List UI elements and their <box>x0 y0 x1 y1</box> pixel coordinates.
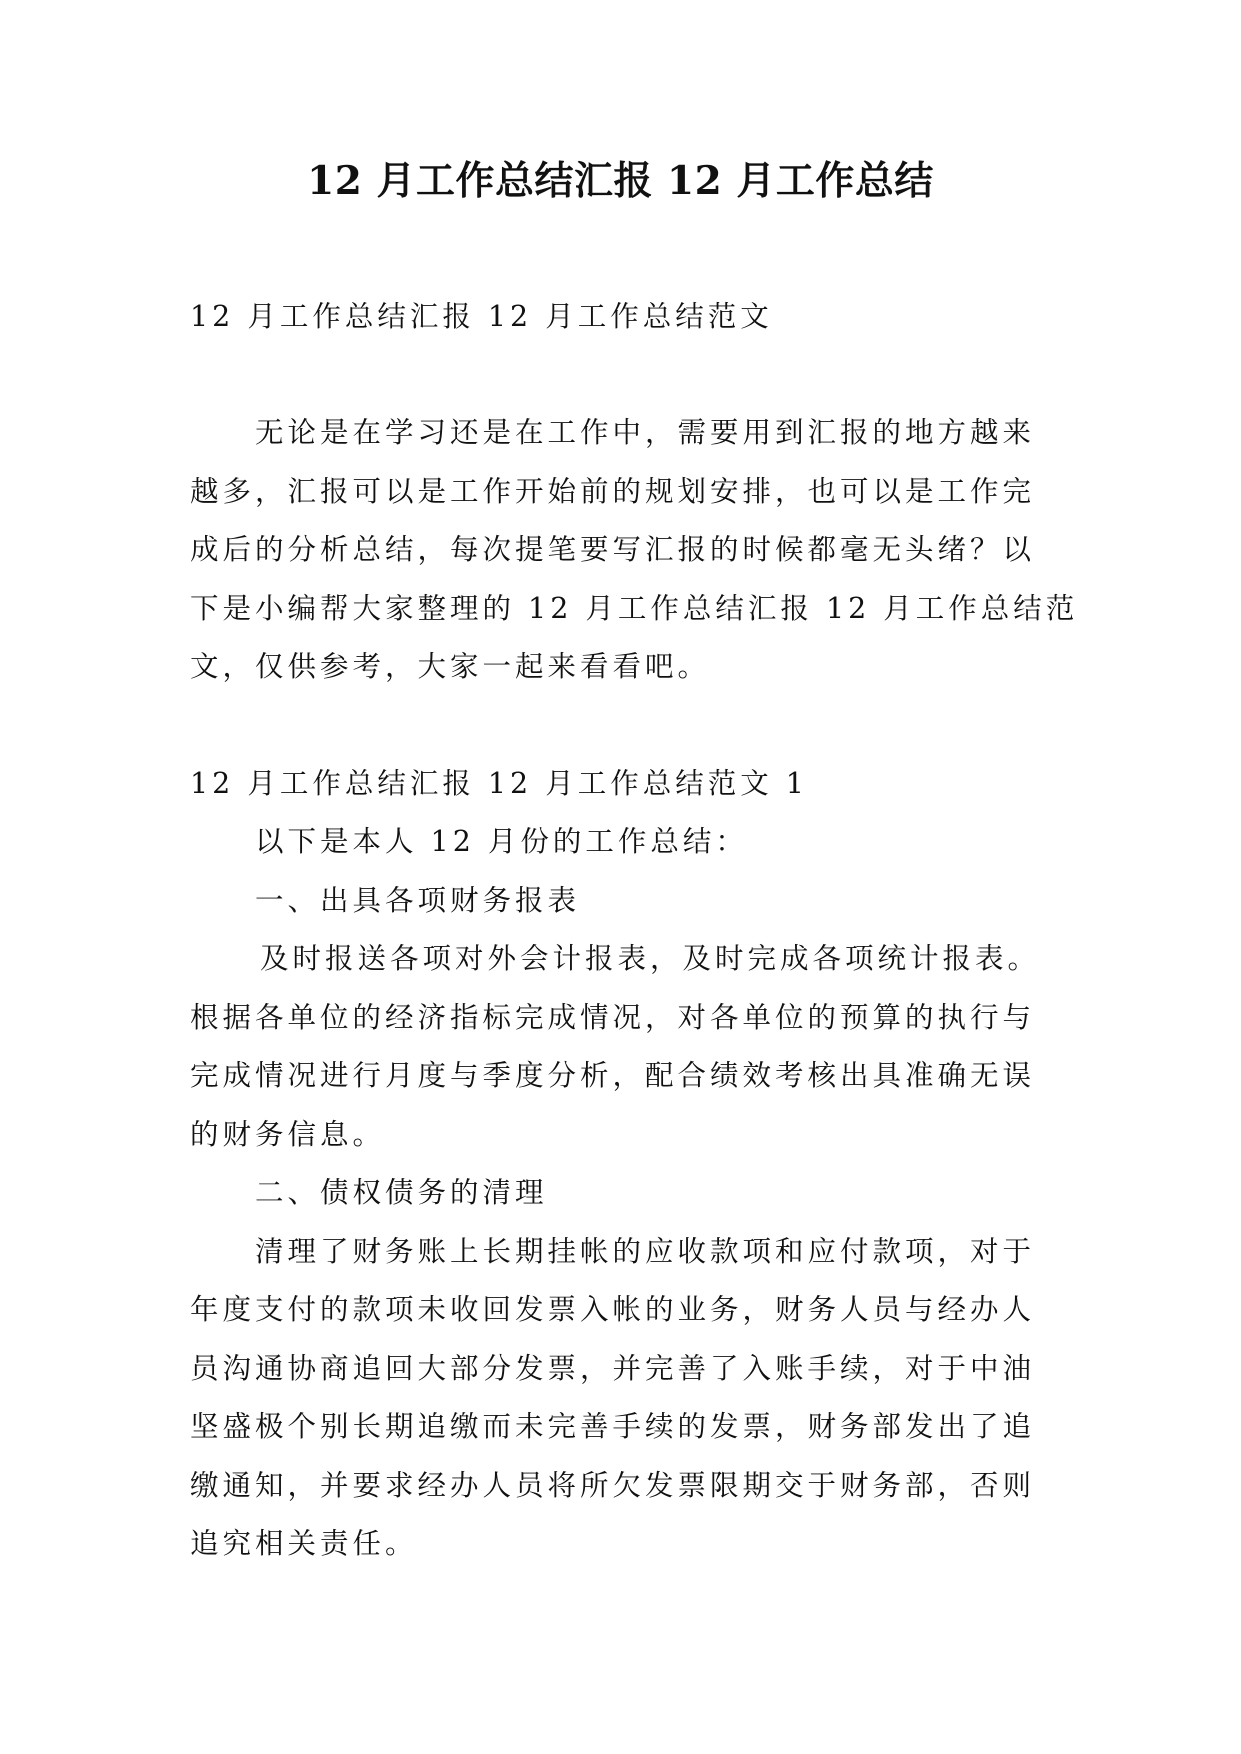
para-2-line: 缴通知，并要求经办人员将所欠发票限期交于财务部，否则 <box>190 1468 1036 1502</box>
para-2-line: 年度支付的款项未收回发票入帐的业务，财务人员与经办人 <box>190 1293 1036 1326</box>
para-1-line: 的财务信息。 <box>190 1117 386 1151</box>
para-1-line: 根据各单位的经济指标完成情况，对各单位的预算的执行与 <box>190 1000 1036 1034</box>
para-2-line: 员沟通协商追回大部分发票，并完善了入账手续，对于中油 <box>190 1351 1036 1385</box>
document-title: 12 月工作总结汇报 12 月工作总结 <box>307 158 934 204</box>
para-2-line: 坚盛极个别长期追缴而未完善手续的发票，财务部发出了追 <box>190 1410 1036 1443</box>
section-body <box>190 813 1070 1574</box>
para-2-line: 追究相关责任。 <box>190 1527 418 1560</box>
heading-financial-reports: 一、出具各项财务报表 <box>255 883 581 917</box>
intro-line: 下是小编帮大家整理的 12 月工作总结汇报 12 月工作总结范 <box>190 591 1079 625</box>
para-1-line: 及时报送各项对外会计报表，及时完成各项统计报表。 <box>260 942 1041 975</box>
para-1-line: 完成情况进行月度与季度分析，配合绩效考核出具准确无误 <box>190 1059 1036 1092</box>
heading-debt-clearance: 二、债权债务的清理 <box>255 1176 548 1209</box>
document-subtitle: 12 月工作总结汇报 12 月工作总结范文 <box>190 300 773 333</box>
intro-line: 无论是在学习还是在工作中，需要用到汇报的地方越来 <box>255 416 1036 449</box>
intro-line: 文，仅供参考，大家一起来看看吧。 <box>190 650 711 683</box>
intro-line: 越多，汇报可以是工作开始前的规划安排，也可以是工作完 <box>190 474 1036 508</box>
section-title: 12 月工作总结汇报 12 月工作总结范文 1 <box>190 767 808 800</box>
lead-line: 以下是本人 12 月份的工作总结： <box>255 825 748 858</box>
intro-paragraph <box>190 404 1079 697</box>
para-2-line: 清理了财务账上长期挂帐的应收款项和应付款项，对于 <box>255 1234 1036 1268</box>
intro-line: 成后的分析总结，每次提笔要写汇报的时候都毫无头绪？以 <box>190 533 1036 566</box>
